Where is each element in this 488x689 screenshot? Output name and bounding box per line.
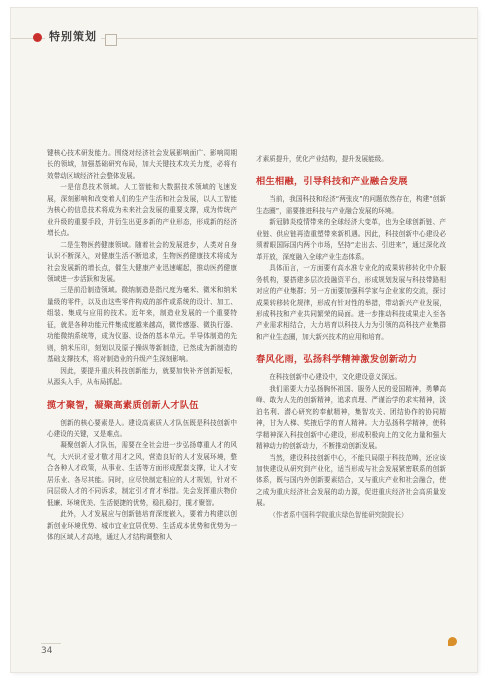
paragraph: 因此，要提升重庆科技创新能力，就要加快补齐创新短板，从源头入手，从布局抓起。	[47, 366, 237, 387]
left-column	[47, 148, 237, 544]
paragraph: 二是生物医药健康领域。随着社会的发展进步，人类对自身认识不断深入，对健康生活不断追求，生物医药健康技术将成为社会发展新的增长点，催生大健康产业迅速崛起，推动医药健康领域进一步活跃和发展。	[47, 240, 237, 283]
paragraph: 当然，建设科技创新中心，不能只局限于科技范畴，还应该加快建设从研究到产业化，适当形成与社会发展紧密联系的创新体系，既与国内外创新要素结合，又与重庆产业和社会融合，使之成为重庆经济社会发展的动力源，促进重庆经济社会高质量发展。	[256, 453, 446, 508]
paragraph: 键核心技术研发能力。围绕对经济社会发展影响面广、影响周期长的领域，加强基础研究布局，加大关键技术攻关力度，必将有效带动区域经济社会整体发展。	[47, 149, 237, 180]
paragraph: 在科技创新中心建设中，文化建设意义深远。	[269, 373, 402, 382]
section-heading: 春风化雨，弘扬科学精神激发创新动力	[256, 354, 418, 366]
paragraph: 此外，人才发展应与创新链培育深度嵌入，要着力构建以创新创业环境优势、城市宜业宜居优势、生活成本优势和优势为一体的区域人才高地，通过人才结构调整和人	[47, 510, 237, 542]
paragraph: 三是前沿制造领域。微纳制造是指尺度为毫米、微米和纳米量级的零件，以及由这些零件构成的部件或系统的设计、加工、组装、集成与应用的技术。近年来，制造业发展的一个重要特征，就是各种功能元件集成度越来越高，微传感器、微执行器、功能微纳系统等，成为仪器、设备的基本单元。半导体制造的先则，纳米压印，刻划以及原子操纵等新制造，已然成为新制造的基础支撑技术，将对制造业的升级产生深刻影响。	[47, 286, 237, 364]
header-square-icon	[105, 34, 117, 46]
leaf-logo-icon	[448, 637, 457, 646]
section-heading: 相生相融，引导科技和产业融合发展	[256, 176, 408, 188]
paragraph: 才素质提升，优化产业结构，提升发展能级。	[256, 155, 388, 163]
author-note: （作者系中国科学院重庆绿色智能研究院院长）	[269, 510, 408, 519]
right-column	[256, 154, 446, 521]
paragraph: 一是信息技术领域。人工智能和大数据技术领域的飞速发展，深刻影响和改变着人们的生产生活和社会发展，以人工智能为核心的信息技术将成为未来社会发展的重要支撑，成为传统产业升级的重要手段，并衍生出更多新的产业形态，形成新的经济增长点。	[47, 183, 237, 238]
page-number: 34	[41, 643, 61, 656]
paragraph: 当前，我国科技和经济“两张皮”的问题依然存在，构建“创新生态圈”，需要推进科技与产业融合发展的环境。	[256, 195, 446, 215]
paragraph: 凝聚创新人才队伍，需要在全社会进一步弘扬尊重人才的风气，大兴识才爱才敬才用才之风，营造良好的人才发展环境，整合各种人才政策，从事业、生活等方面形成配套支撑，让人才安居乐业、各尽其能。同时，应尽快制定相应的人才规划，针对不同层级人才的不同诉求，制定引才育才举措。先会发挥重庆物价低廉、环境优美、生活便捷的优势，稳扎稳打，揽才聚智。	[47, 441, 237, 507]
section-heading: 揽才聚智，凝聚高素质创新人才队伍	[47, 399, 199, 411]
paragraph: 创新的核心要素是人。建设高素质人才队伍既是科技创新中心建设的关键，又是难点。	[47, 418, 237, 438]
section-title: 特别策划	[45, 28, 101, 44]
magazine-page	[11, 8, 477, 672]
paragraph: 我们需要大力弘扬胸怀祖国、服务人民的爱国精神，勇攀高峰、敢为人先的创新精神，追求真理、严谨治学的求实精神，淡泊名利、潜心研究的奉献精神，集智攻关、团结协作的协同精神，甘为人梯、奖掖后学的育人精神。大力弘扬科学精神，使科学精神深入科技创新中心建设，形成积极向上的文化力量和强大精神动力的创新动力，不断推动创新发展。	[256, 384, 446, 451]
paragraph: 具体而言，一方面要有高水准专业化的成果转移转化中介服务机构，要搭建多层次投融资平台，形成规划发展与科技带路相对应的产业集群；另一方面要加强科学家与企业家的交流，探讨成果转移转化规律，形成有针对性的举措，带动新兴产业发展，形成科技和产业共同繁荣的局面。进一步推动科技成果走入至各产业需求相结合，大力培育以科技人力为引领的高科技产业集群和产业生态圈，加大新兴技术的应用和培育。	[256, 264, 446, 341]
paragraph: 新冠肺炎疫情带来的全球经济大变革，也为全球创新链、产业链、供应链再造重塑带来新机遇。因此，科技创新中心建设必须着眼国际国内两个市场，坚持“走出去、引进来”，通过深化改革开放，深度融入全球产业生态体系。	[256, 218, 446, 261]
header-dot-icon	[33, 33, 42, 42]
